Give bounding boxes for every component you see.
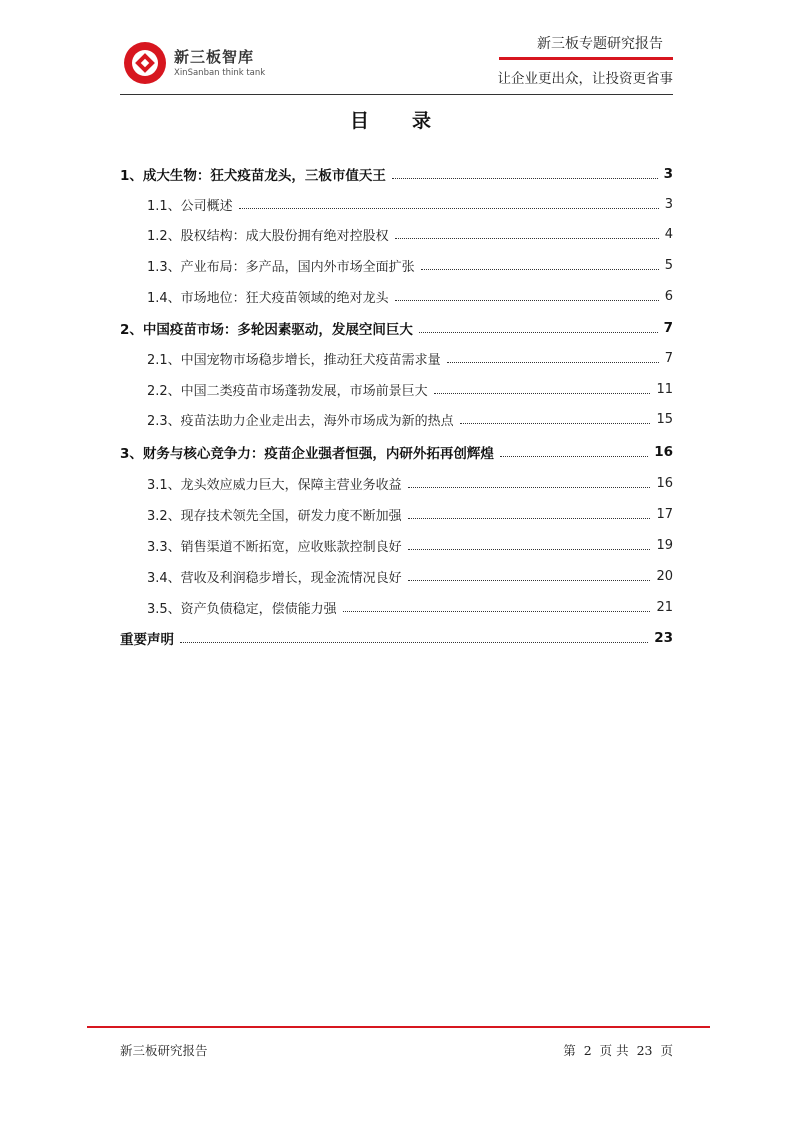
toc-entry-page: 19 [656,537,673,553]
toc-entry[interactable] [120,192,673,216]
toc-entry[interactable] [120,626,673,650]
footer-page-info [559,1041,673,1059]
toc-dot-leader [408,549,651,550]
toc-entry-title: 1.1、公司概述 [147,198,233,214]
footer-page-suffix: 页 [660,1043,673,1058]
toc-dot-leader [239,208,659,209]
footer-red-rule [87,1026,710,1028]
toc-entry-page: 3 [663,166,673,182]
toc-dot-leader [421,269,659,270]
toc-entry-title: 1.2、股权结构：成大股份拥有绝对控股权 [147,228,389,244]
toc-entry-title: 2.2、中国二类疫苗市场蓬勃发展，市场前景巨大 [147,383,428,399]
toc-entry-page: 20 [656,568,673,584]
header-divider [120,94,673,95]
toc-dot-leader [408,487,651,488]
toc-dot-leader [180,642,648,643]
footer-page-current: 2 [583,1043,592,1058]
report-type: 新三板专题研究报告 [537,36,663,52]
toc-entry-page: 7 [664,350,673,366]
toc-entry[interactable] [120,316,673,340]
toc-entry-page: 7 [663,320,673,336]
footer-report-name: 新三板研究报告 [120,1043,208,1058]
toc-entry-title: 3.1、龙头效应威力巨大，保障主营业务收益 [147,477,402,493]
toc-dot-leader [419,332,658,333]
logo-mark-icon [122,40,168,86]
toc-entry-page: 16 [656,475,673,491]
toc-dot-leader [392,178,658,179]
toc-title: 目 录 [349,110,443,132]
toc-entry-title: 3.5、资产负债稳定，偿债能力强 [147,601,337,617]
toc-entry-page: 23 [654,630,673,646]
toc-entry[interactable] [120,284,673,308]
toc-dot-leader [500,456,648,457]
toc-entry[interactable] [120,222,673,246]
toc-entry-page: 17 [656,506,673,522]
toc-entry-page: 3 [664,196,673,212]
toc-dot-leader [460,423,651,424]
toc-entry[interactable] [120,407,673,431]
toc-dot-leader [343,611,651,612]
toc-dot-leader [395,300,659,301]
toc-entry[interactable] [120,253,673,277]
toc-entry-page: 6 [664,288,673,304]
toc-dot-leader [447,362,659,363]
toc-entry-page: 5 [664,257,673,273]
logo-text-en: XinSanban think tank [174,68,266,78]
toc-entry[interactable] [120,440,673,464]
logo-text-cn: 新三板智库 [174,48,255,66]
toc-dot-leader [408,580,651,581]
header-red-rule [499,57,673,60]
toc-dot-leader [395,238,659,239]
toc-entry[interactable] [120,346,673,370]
toc-entry[interactable] [120,595,673,619]
toc-entry[interactable] [120,502,673,526]
toc-entry[interactable] [120,471,673,495]
brand-logo [122,40,292,86]
toc-dot-leader [408,518,651,519]
footer-page-prefix: 第 [563,1043,576,1058]
toc-entry-page: 21 [656,599,673,615]
toc-dot-leader [434,393,651,394]
toc-entry-title: 3.2、现存技术领先全国，研发力度不断加强 [147,508,402,524]
toc-entry[interactable] [120,162,673,186]
toc-entry[interactable] [120,377,673,401]
toc-entry-title: 3.4、营收及利润稳步增长，现金流情况良好 [147,570,402,586]
toc-entry-title: 重要声明 [120,632,174,648]
toc-entry-title: 1.3、产业布局：多产品，国内外市场全面扩张 [147,259,415,275]
toc-entry-title: 2.3、疫苗法助力企业走出去，海外市场成为新的热点 [147,413,454,429]
footer-page-mid: 页 共 [599,1043,629,1058]
toc-entry[interactable] [120,564,673,588]
footer-page-total: 23 [636,1043,653,1058]
toc-entry-title: 2.1、中国宠物市场稳步增长，推动狂犬疫苗需求量 [147,352,441,368]
toc-entry-page: 4 [664,226,673,242]
toc-entry-title: 3.3、销售渠道不断拓宽，应收账款控制良好 [147,539,402,555]
toc-entry-title: 1、成大生物：狂犬疫苗龙头，三板市值天王 [120,168,386,184]
toc-entry-title: 2、中国疫苗市场：多轮因素驱动，发展空间巨大 [120,322,413,338]
toc-entry-page: 15 [656,411,673,427]
toc-entry[interactable] [120,533,673,557]
toc-entry-title: 1.4、市场地位：狂犬疫苗领域的绝对龙头 [147,290,389,306]
toc-entry-page: 11 [656,381,673,397]
toc-entry-page: 16 [654,444,673,460]
header-slogan: 让企业更出众，让投资更省事 [497,71,673,87]
toc-entry-title: 3、财务与核心竞争力：疫苗企业强者恒强，内研外拓再创辉煌 [120,446,494,462]
